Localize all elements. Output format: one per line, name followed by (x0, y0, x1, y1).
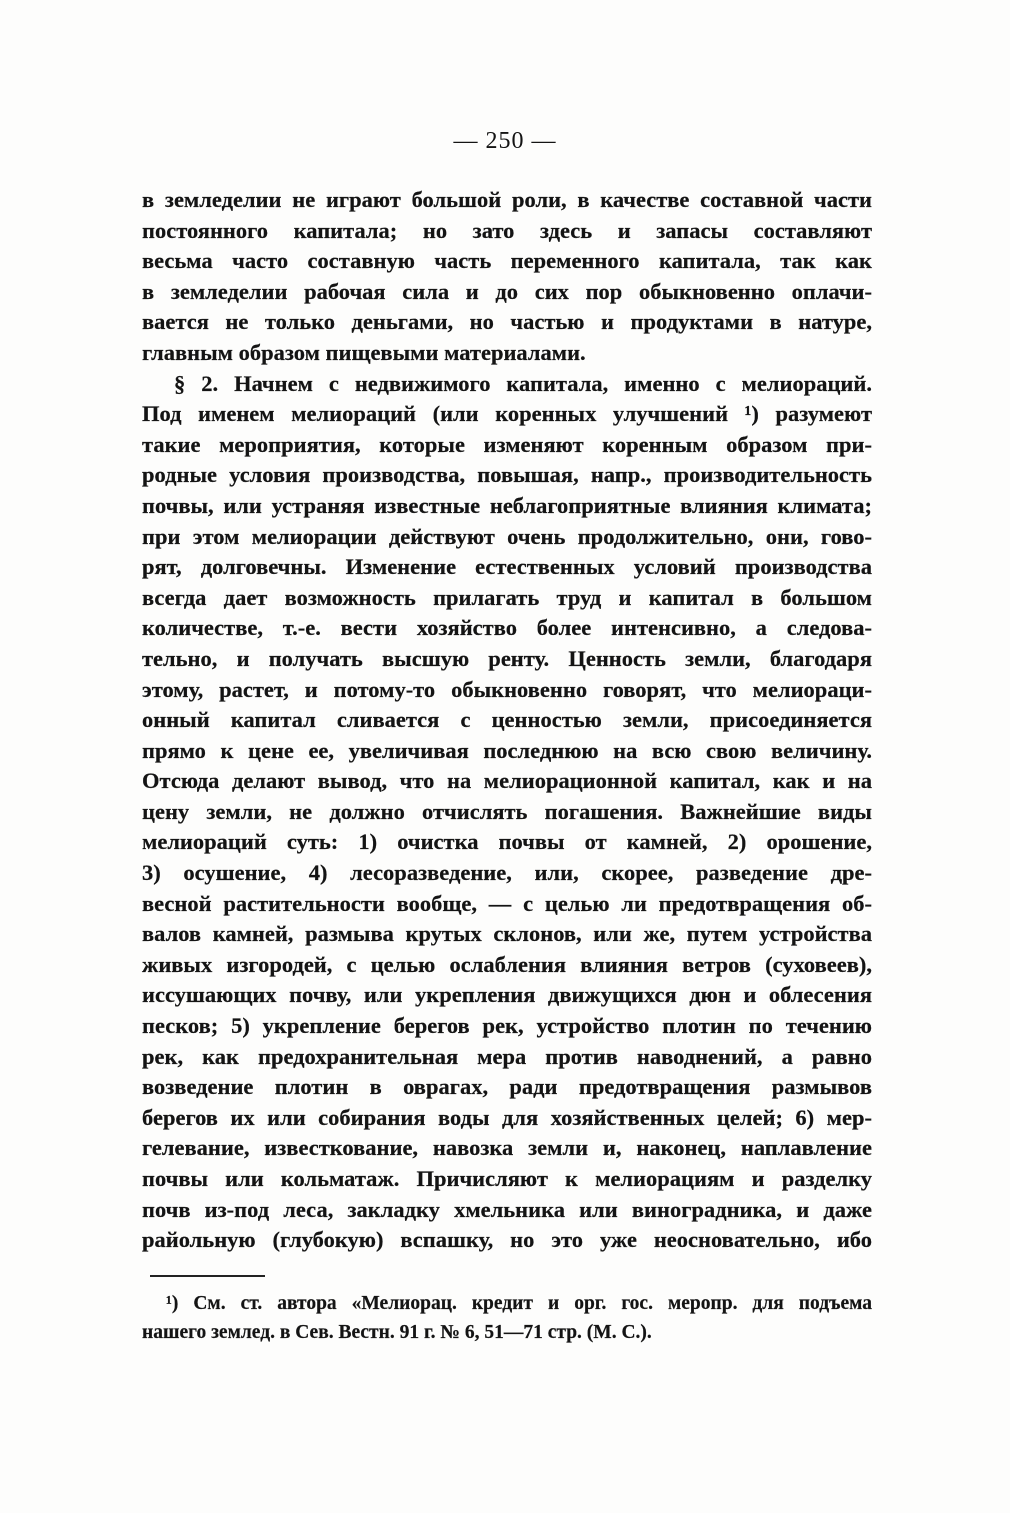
text-line: цену земли, не должно отчислять погашения. Важнейшие виды (142, 798, 872, 824)
text-line: валов камней, размыва крутых склонов, или же, путем устройства (142, 921, 872, 947)
body-text (142, 185, 872, 1256)
footnote-divider (150, 1275, 265, 1277)
text-line: рек, как предохранительная мера против наводнений, а равно (142, 1043, 872, 1069)
text-line: в земледелии рабочая сила и до сих пор обыкновенно оплачи- (142, 278, 872, 304)
text-line: возведение плотин в оврагах, ради предотвращения размывов (142, 1074, 872, 1100)
text-line: рят, долговечны. Изменение естественных условий производства (142, 554, 872, 580)
text-line: в земледелии не играют большой роли, в качестве составной части (142, 187, 872, 212)
text-line: родные условия производства, повышая, напр., производительность (142, 462, 872, 488)
section-heading-line: § 2. Начнем с недвижимого капитала, именно с мелиораций. (174, 370, 872, 396)
text-line: тельно, и получать высшую ренту. Ценность земли, благодаря (142, 645, 872, 671)
text-line: почвы или кольматаж. Причисляют к мелиорациям и разделку (142, 1166, 872, 1191)
text-line: весной растительности вообще, — с целью ли предотвращения об- (142, 890, 872, 916)
text-line: гелевание, известкование, навозка земли и, наконец, наплавление (142, 1135, 872, 1161)
text-line: всегда дает возможность прилагать труд и капитал в большом (142, 584, 872, 610)
text-line: постоянного капитала; но зато здесь и запасы составляют (142, 217, 872, 243)
text-line: живых изгородей, с целью ослабления влияния ветров (суховеев), (142, 951, 872, 977)
text-line: Под именем мелиораций (или коренных улучшений ¹) разумеют (142, 401, 872, 427)
text-line: райольную (глубокую) вспашку, но это уже неосновательно, ибо (142, 1227, 872, 1253)
footnote-line: нашего землед. в Сев. Вестн. 91 г. № 6, 51—71 стр. (М. С.). (142, 1322, 652, 1343)
text-line: весьма часто составную часть переменного капитала, так как (142, 248, 872, 274)
text-line: Отсюда делают вывод, что на мелиорационной капитал, как и на (142, 768, 872, 794)
text-line: песков; 5) укрепление берегов рек, устройство плотин по течению (142, 1013, 872, 1039)
text-line: берегов их или собирания воды для хозяйственных целей; 6) мер- (142, 1104, 872, 1130)
text-line: вается не только деньгами, но частью и продуктами в натуре, (142, 309, 872, 335)
text-line: онный капитал сливается с ценностью земли, присоединяется (142, 707, 872, 733)
text-line: количестве, т.-е. вести хозяйство более интенсивно, а следова- (142, 615, 872, 641)
footnote-line: ¹) См. ст. автора «Мелиорац. кредит и орг. гос. меропр. для подъема (166, 1293, 872, 1314)
text-line: почв из-под леса, закладку хмельника или виноградника, и даже (142, 1196, 872, 1222)
text-line: иссушающих почву, или укрепления движущихся дюн и облесения (142, 982, 872, 1008)
page-number: — 250 — (453, 128, 557, 154)
text-line: прямо к цене ее, увеличивая последнюю на всю свою величину. (142, 737, 872, 763)
text-line: при этом мелиорации действуют очень продолжительно, они, гово- (142, 523, 872, 549)
text-line: почвы, или устраняя известные неблагоприятные влияния климата; (142, 492, 872, 518)
text-line: этому, растет, и потому-то обыкновенно говорят, что мелиораци- (142, 676, 872, 702)
text-line: мелиораций суть: 1) очистка почвы от камней, 2) орошение, (142, 829, 872, 855)
footnotes (142, 1289, 872, 1347)
text-line: 3) осушение, 4) лесоразведение, или, скорее, разведение дре- (142, 860, 872, 886)
text-line: главным образом пищевыми материалами. (142, 339, 586, 365)
text-line: такие мероприятия, которые изменяют коренным образом при- (142, 431, 872, 457)
